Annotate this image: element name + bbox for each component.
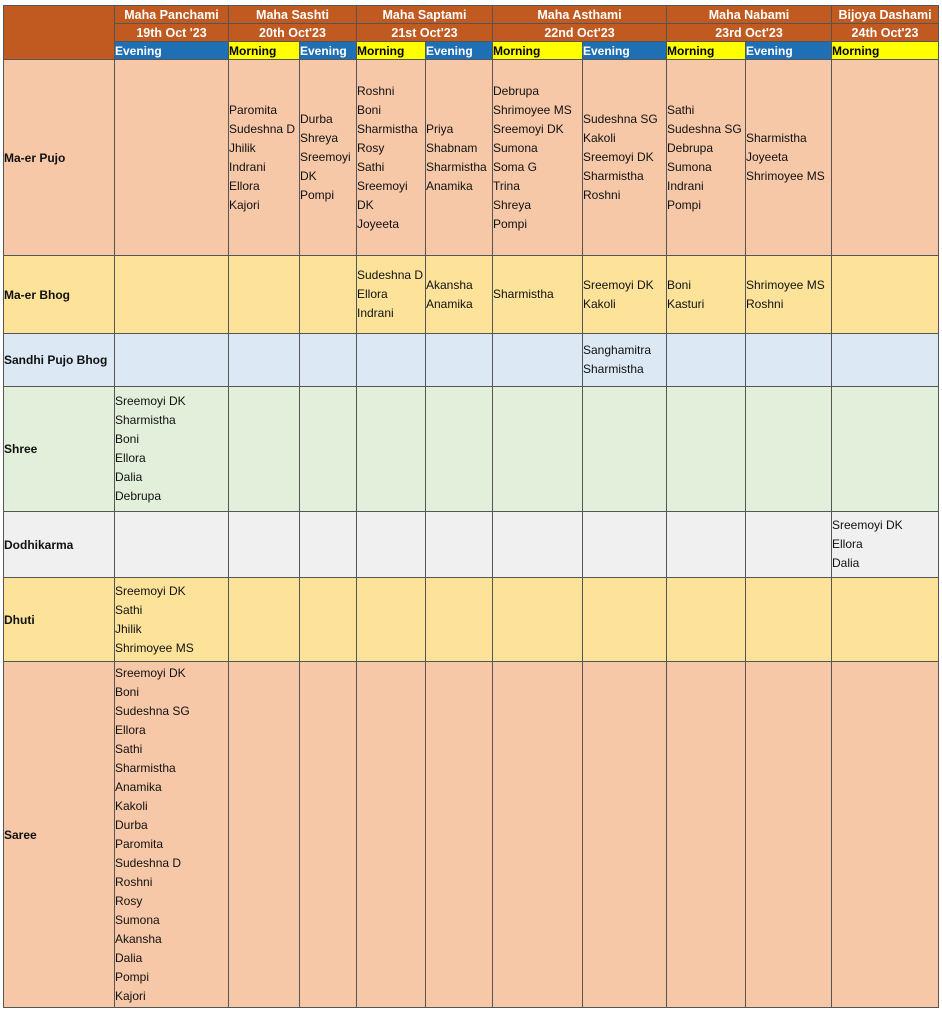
volunteer-name: Rosy (357, 140, 385, 155)
volunteer-name: Anamika (115, 779, 162, 794)
slot-cell (832, 387, 939, 512)
volunteer-name: Kajori (115, 988, 146, 1003)
volunteer-name: Dalia (115, 470, 143, 484)
slot-cell (115, 578, 229, 662)
category-label: Ma-er Bhog (4, 256, 115, 334)
volunteer-list (493, 82, 582, 234)
volunteer-list (667, 101, 745, 215)
volunteer-name: Trina (493, 178, 520, 193)
volunteer-list (746, 276, 831, 314)
slot-header-row (4, 42, 939, 60)
slot-cell (115, 387, 229, 512)
volunteer-name: Sreemoyi DK (583, 277, 654, 292)
volunteer-name: Indrani (229, 159, 266, 174)
volunteer-name: Roshni (357, 83, 395, 98)
volunteer-name: Kakoli (583, 131, 616, 145)
schedule-row (4, 662, 939, 1008)
volunteer-name: Sanghamitra (583, 343, 652, 357)
volunteer-name: Kasturi (667, 296, 705, 311)
day-name: Maha Panchami (115, 6, 229, 24)
volunteer-name: Sudeshna SG (583, 112, 658, 126)
schedule-row (4, 334, 939, 387)
slot-cell (746, 334, 832, 387)
slot-cell (426, 662, 493, 1008)
volunteer-name: Shreya (300, 131, 339, 145)
slot-cell (746, 578, 832, 662)
slot-cell (229, 512, 300, 578)
slot-cell (667, 387, 746, 512)
slot-cell (229, 256, 300, 334)
category-label: Dodhikarma (4, 512, 115, 578)
volunteer-name: Dalia (115, 950, 143, 965)
day-name: Maha Nabami (667, 6, 832, 24)
slot-label: Evening (583, 42, 667, 60)
volunteer-name: Sudeshna D (229, 121, 296, 136)
volunteer-name: Roshni (115, 874, 153, 889)
volunteer-name: Rosy (115, 893, 143, 908)
slot-cell (357, 60, 426, 256)
volunteer-name: Sharmistha (357, 121, 418, 136)
slot-cell (746, 387, 832, 512)
slot-cell (357, 387, 426, 512)
category-label: Sandhi Pujo Bhog (4, 334, 115, 387)
volunteer-list (426, 276, 492, 314)
volunteer-name: Roshni (583, 188, 621, 202)
volunteer-name: Sreemoyi DK (115, 394, 186, 408)
day-date: 23rd Oct'23 (667, 24, 832, 42)
slot-cell (426, 387, 493, 512)
schedule-row (4, 578, 939, 662)
volunteer-name: Joyeeta (746, 150, 789, 164)
schedule-row (4, 512, 939, 578)
category-label: Shree (4, 387, 115, 512)
volunteer-name: Roshni (746, 296, 784, 311)
header-corner (4, 6, 115, 60)
schedule-row (4, 256, 939, 334)
volunteer-list (832, 516, 938, 573)
slot-cell (229, 387, 300, 512)
slot-cell (583, 334, 667, 387)
slot-cell (832, 662, 939, 1008)
slot-label: Evening (426, 42, 493, 60)
volunteer-name: Ellora (115, 722, 146, 737)
day-name: Bijoya Dashami (832, 6, 939, 24)
volunteer-list (583, 110, 666, 205)
volunteer-name: Akansha (426, 277, 473, 292)
volunteer-name: Sreemoyi DK (493, 121, 564, 136)
category-label: Dhuti (4, 578, 115, 662)
slot-cell (426, 256, 493, 334)
slot-cell (357, 662, 426, 1008)
volunteer-name: DK (300, 169, 317, 183)
day-date: 24th Oct'23 (832, 24, 939, 42)
volunteer-name: Sreemoyi DK (115, 665, 186, 680)
slot-cell (493, 387, 583, 512)
volunteer-name: Ellora (832, 537, 863, 551)
volunteer-name: Sreemoyi (300, 150, 351, 164)
slot-cell (746, 512, 832, 578)
volunteer-name: Sharmistha (583, 362, 644, 376)
volunteer-name: Kakoli (115, 798, 148, 813)
volunteer-name: Sreemoyi DK (832, 518, 903, 532)
category-label: Saree (4, 662, 115, 1008)
slot-cell (357, 512, 426, 578)
volunteer-name: Kakoli (583, 296, 616, 311)
slot-cell (583, 256, 667, 334)
volunteer-list (300, 110, 356, 205)
volunteer-name: Sathi (115, 602, 143, 617)
volunteer-list (115, 392, 228, 506)
slot-cell (115, 334, 229, 387)
volunteer-name: Shrimoyee MS (746, 277, 825, 292)
volunteer-name: Boni (667, 277, 692, 292)
slot-cell (493, 334, 583, 387)
slot-cell (583, 578, 667, 662)
slot-cell (493, 256, 583, 334)
volunteer-name: Anamika (426, 178, 473, 193)
slot-cell (426, 578, 493, 662)
volunteer-name: Debrupa (667, 140, 714, 155)
volunteer-name: Jhilik (229, 140, 256, 155)
volunteer-name: Sathi (115, 741, 143, 756)
day-name: Maha Saptami (357, 6, 493, 24)
volunteer-name: Shrimoyee MS (746, 169, 825, 183)
volunteer-name: Indrani (357, 306, 394, 320)
volunteer-name: Sreemoyi DK (583, 150, 654, 164)
volunteer-list (357, 266, 425, 323)
slot-cell (115, 512, 229, 578)
volunteer-list (583, 276, 666, 314)
slot-cell (832, 256, 939, 334)
slot-cell (667, 256, 746, 334)
day-date: 21st Oct'23 (357, 24, 493, 42)
volunteer-name: Boni (357, 102, 382, 117)
volunteer-name: Akansha (115, 931, 162, 946)
volunteer-name: Pompi (300, 188, 335, 202)
category-label: Ma-er Pujo (4, 60, 115, 256)
slot-cell (832, 512, 939, 578)
volunteer-name: Priya (426, 121, 454, 136)
slot-label: Evening (300, 42, 357, 60)
slot-label: Morning (357, 42, 426, 60)
slot-cell (300, 60, 357, 256)
volunteer-list (667, 276, 745, 314)
volunteer-list (115, 582, 228, 658)
volunteer-name: Sudeshna D (357, 268, 424, 282)
volunteer-list (746, 129, 831, 186)
slot-cell (746, 662, 832, 1008)
volunteer-name: Sharmistha (583, 169, 644, 183)
slot-cell (667, 60, 746, 256)
volunteer-name: Sudeshna SG (115, 703, 190, 718)
volunteer-name: Dalia (832, 556, 860, 570)
volunteer-name: Ellora (115, 451, 146, 465)
volunteer-name: Sumona (493, 140, 538, 155)
volunteer-name: Kajori (229, 197, 260, 212)
slot-cell (832, 60, 939, 256)
slot-cell (832, 334, 939, 387)
day-name: Maha Asthami (493, 6, 667, 24)
slot-cell (229, 578, 300, 662)
day-name: Maha Sashti (229, 6, 357, 24)
volunteer-name: Paromita (229, 102, 278, 117)
volunteer-name: Boni (115, 432, 140, 446)
day-date: 19th Oct '23 (115, 24, 229, 42)
volunteer-list (583, 341, 666, 379)
volunteer-name: Ellora (229, 178, 260, 193)
slot-cell (115, 256, 229, 334)
volunteer-name: Sreemoyi (357, 178, 408, 193)
slot-cell (426, 334, 493, 387)
volunteer-name: Paromita (115, 836, 164, 851)
slot-cell (832, 578, 939, 662)
volunteer-name: Pompi (115, 969, 150, 984)
slot-cell (229, 662, 300, 1008)
schedule-row (4, 387, 939, 512)
volunteer-name: Sudeshna D (115, 855, 182, 870)
day-date: 20th Oct'23 (229, 24, 357, 42)
volunteer-name: Durba (300, 112, 333, 126)
slot-label: Morning (832, 42, 939, 60)
slot-cell (493, 60, 583, 256)
schedule-body (4, 60, 939, 1008)
slot-cell (667, 512, 746, 578)
slot-cell (426, 512, 493, 578)
volunteer-list (115, 664, 228, 1006)
slot-cell (300, 662, 357, 1008)
volunteer-name: Durba (115, 817, 148, 832)
volunteer-name: DK (357, 197, 374, 212)
volunteer-name: Debrupa (115, 489, 162, 503)
slot-cell (229, 60, 300, 256)
slot-cell (667, 334, 746, 387)
slot-cell (426, 60, 493, 256)
volunteer-name: Sathi (357, 159, 385, 174)
volunteer-name: Sudeshna SG (667, 121, 742, 136)
day-header-row (4, 6, 939, 24)
slot-label: Evening (746, 42, 832, 60)
slot-cell (583, 512, 667, 578)
slot-cell (493, 578, 583, 662)
volunteer-name: Sharmistha (746, 131, 807, 145)
slot-cell (493, 512, 583, 578)
volunteer-name: Indrani (667, 178, 704, 193)
slot-cell (357, 578, 426, 662)
volunteer-name: Joyeeta (357, 216, 400, 231)
slot-cell (300, 256, 357, 334)
slot-cell (583, 60, 667, 256)
slot-cell (357, 334, 426, 387)
volunteer-name: Shabnam (426, 140, 478, 155)
slot-cell (357, 256, 426, 334)
slot-label: Morning (667, 42, 746, 60)
volunteer-list (493, 285, 582, 304)
slot-cell (583, 387, 667, 512)
slot-cell (115, 60, 229, 256)
volunteer-name: Sharmistha (115, 413, 176, 427)
day-date: 22nd Oct'23 (493, 24, 667, 42)
volunteer-name: Boni (115, 684, 140, 699)
schedule-row (4, 60, 939, 256)
seva-schedule-table (3, 5, 939, 1008)
slot-cell (746, 256, 832, 334)
slot-cell (300, 578, 357, 662)
slot-cell (583, 662, 667, 1008)
volunteer-name: Pompi (667, 197, 702, 212)
volunteer-list (426, 120, 492, 196)
date-header-row (4, 24, 939, 42)
volunteer-name: Jhilik (115, 621, 142, 636)
slot-cell (300, 387, 357, 512)
volunteer-name: Soma G (493, 159, 538, 174)
slot-cell (493, 662, 583, 1008)
volunteer-name: Ellora (357, 287, 388, 301)
slot-cell (115, 662, 229, 1008)
volunteer-list (357, 82, 425, 234)
slot-label: Morning (493, 42, 583, 60)
volunteer-name: Shreya (493, 197, 532, 212)
slot-cell (667, 578, 746, 662)
volunteer-name: Sharmistha (115, 760, 176, 775)
volunteer-name: Sumona (667, 159, 712, 174)
slot-cell (229, 334, 300, 387)
volunteer-name: Sumona (115, 912, 160, 927)
volunteer-list (229, 101, 299, 215)
volunteer-name: Sharmistha (426, 159, 487, 174)
slot-label: Morning (229, 42, 300, 60)
volunteer-name: Anamika (426, 296, 473, 311)
volunteer-name: Sreemoyi DK (115, 583, 186, 598)
slot-cell (746, 60, 832, 256)
slot-cell (667, 662, 746, 1008)
volunteer-name: Sharmistha (493, 287, 554, 301)
volunteer-name: Sathi (667, 102, 695, 117)
volunteer-name: Pompi (493, 216, 528, 231)
volunteer-name: Shrimoyee MS (493, 102, 572, 117)
volunteer-name: Debrupa (493, 83, 540, 98)
slot-cell (300, 334, 357, 387)
slot-label: Evening (115, 42, 229, 60)
slot-cell (300, 512, 357, 578)
volunteer-name: Shrimoyee MS (115, 640, 194, 655)
